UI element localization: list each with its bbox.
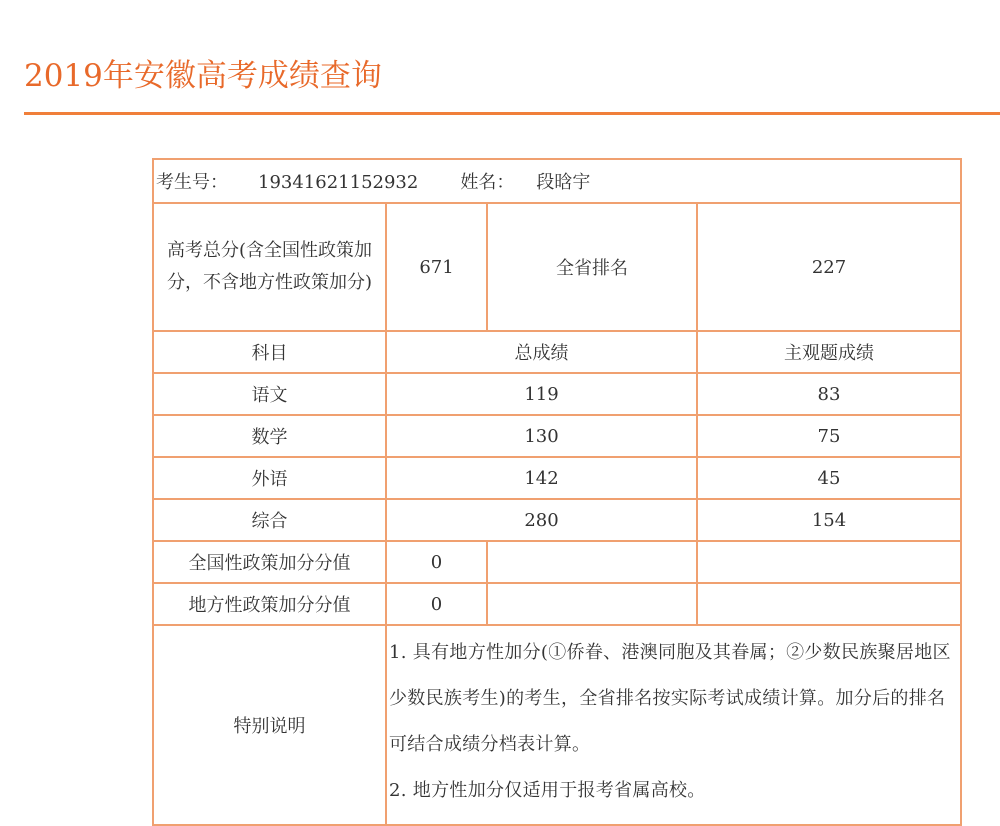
bonus-value: 0 <box>386 541 487 583</box>
empty-cell <box>697 541 961 583</box>
subject-name: 综合 <box>153 499 386 541</box>
student-info-cell <box>153 159 961 203</box>
student-info-row <box>153 159 961 203</box>
note-item: 2. 地方性加分仅适用于报考省属高校。 <box>389 780 706 801</box>
bonus-label: 全国性政策加分分值 <box>153 541 386 583</box>
subject-name: 语文 <box>153 373 386 415</box>
notes-row <box>153 625 961 825</box>
subject-total: 130 <box>386 415 697 457</box>
subject-row <box>153 499 961 541</box>
page-title: 2019年安徽高考成绩查询 <box>24 58 382 94</box>
subject-row <box>153 457 961 499</box>
subject-subjective: 83 <box>697 373 961 415</box>
empty-cell <box>487 541 697 583</box>
total-score-value: 671 <box>386 203 487 331</box>
score-table <box>152 158 962 826</box>
bonus-label: 地方性政策加分分值 <box>153 583 386 625</box>
rank-label: 全省排名 <box>487 203 697 331</box>
total-score-label: 高考总分(含全国性政策加分，不含地方性政策加分) <box>153 203 386 331</box>
subject-subjective: 75 <box>697 415 961 457</box>
header-row <box>153 331 961 373</box>
subject-total: 142 <box>386 457 697 499</box>
subject-total: 119 <box>386 373 697 415</box>
total-score-row <box>153 203 961 331</box>
bonus-row <box>153 541 961 583</box>
subject-name: 外语 <box>153 457 386 499</box>
title-divider <box>24 112 1000 115</box>
subject-subjective: 154 <box>697 499 961 541</box>
bonus-row <box>153 583 961 625</box>
subject-row <box>153 373 961 415</box>
header-total: 总成绩 <box>386 331 697 373</box>
bonus-value: 0 <box>386 583 487 625</box>
id-value: 19341621152932 <box>258 172 419 193</box>
subject-subjective: 45 <box>697 457 961 499</box>
empty-cell <box>487 583 697 625</box>
notes-label: 特别说明 <box>153 625 386 825</box>
rank-value: 227 <box>697 203 961 331</box>
notes-content <box>386 625 961 825</box>
header-subject: 科目 <box>153 331 386 373</box>
subject-row <box>153 415 961 457</box>
name-value: 段晗宇 <box>536 172 591 193</box>
subject-name: 数学 <box>153 415 386 457</box>
header-subjective: 主观题成绩 <box>697 331 961 373</box>
name-label: 姓名： <box>460 172 515 193</box>
empty-cell <box>697 583 961 625</box>
id-label: 考生号： <box>156 172 228 193</box>
note-item: 1. 具有地方性加分(①侨眷、港澳同胞及其眷属；②少数民族聚居地区少数民族考生)的考生，全省排名按实际考试成绩计算。加分后的排名可结合成绩分档表计算。 <box>389 642 951 755</box>
subject-total: 280 <box>386 499 697 541</box>
